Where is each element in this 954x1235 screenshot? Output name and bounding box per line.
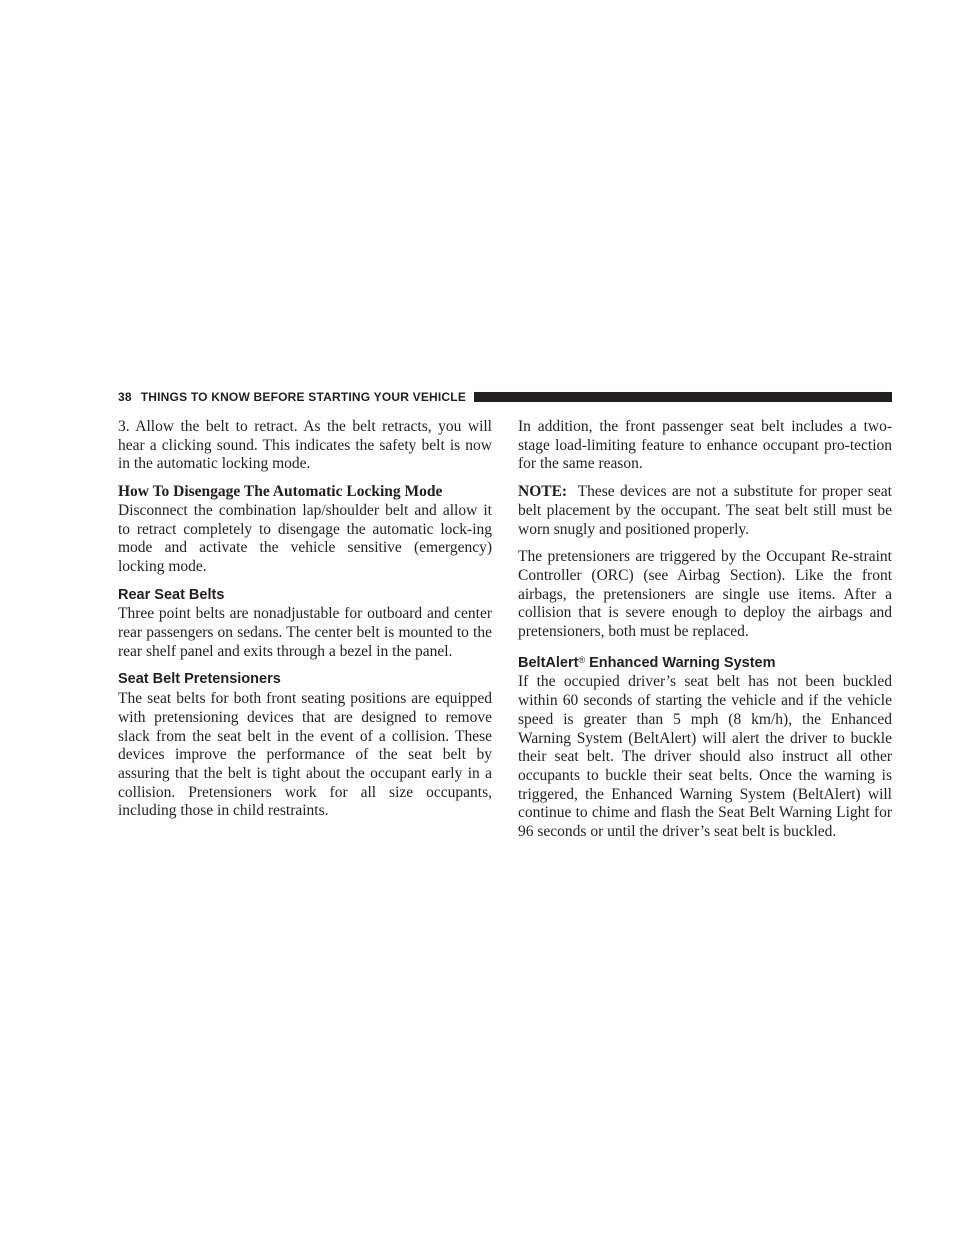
rear-seat-belts-paragraph: Three point belts are nonadjustable for outboard and center rear passengers on sedans. The center belt is mounted to the rear shelf panel and exits through a bezel in the panel.: [118, 605, 492, 660]
page-number: 38: [118, 390, 132, 404]
rear-seat-belts-heading: Rear Seat Belts: [118, 586, 225, 603]
left-column: [118, 418, 492, 830]
beltalert-heading: [518, 651, 892, 673]
running-header: [118, 389, 892, 405]
pretensioners-paragraph: The seat belts for both front seating positions are equipped with pretensioning devices that are designed to remove slack from the seat belt in the event of a collision. These devices improve the performance of the seat belt by assuring that the belt is tight about the occupant early in a collision. Pretensioners work for all size occupants, including those in child restraints.: [118, 690, 492, 820]
beltalert-paragraph: If the occupied driver’s seat belt has not been buckled within 60 seconds of starting the vehicle and if the vehicle speed is greater than 5 mph (8 km/h), the Enhanced Warning System (BeltAlert) will alert the driver to buckle their seat belt. The driver should also instruct all other occupants to buckle their seat belts. Once the warning is triggered, the Enhanced Warning System (BeltAlert) will continue to chime and flash the Seat Belt Warning Light for 96 seconds or until the driver’s seat belt is buckled.: [518, 673, 892, 841]
passenger-belt-paragraph: In addition, the front passenger seat belt includes a two-stage load-limiting feature to enhance occupant pro-tection for the same reason.: [518, 418, 892, 473]
header-rule: [474, 392, 892, 402]
registered-mark: ®: [578, 654, 586, 665]
beltalert-name: BeltAlert: [518, 654, 579, 671]
disengage-heading: How To Disengage The Automatic Locking Mode: [118, 483, 443, 501]
note-text: These devices are not a substitute for proper seat belt placement by the occupant. The seat belt still must be worn snugly and positioned properly.: [518, 483, 892, 538]
disengage-paragraph: Disconnect the combination lap/shoulder belt and allow it to retract completely to disengage the automatic lock-ing mode and activate the vehicle sensitive (emergency) locking mode.: [118, 501, 492, 575]
note-paragraph: [518, 483, 892, 539]
note-label: NOTE:: [518, 483, 568, 501]
section-title: THINGS TO KNOW BEFORE STARTING YOUR VEHICLE: [140, 390, 467, 404]
pretensioners-heading: Seat Belt Pretensioners: [118, 671, 281, 688]
beltalert-heading-rest: Enhanced Warning System: [585, 654, 776, 671]
step-3-paragraph: 3. Allow the belt to retract. As the belt retracts, you will hear a clicking sound. This indicates the safety belt is now in the automatic locking mode.: [118, 418, 492, 473]
pretensioners-triggered-paragraph: The pretensioners are triggered by the Occupant Re-straint Controller (ORC) (see Airbag Section). Like the front airbags, the pretensioners are single use items. After a collision that is severe enough to deploy the airbags and pretensioners, both must be replaced.: [518, 548, 892, 641]
right-column: [518, 418, 892, 851]
